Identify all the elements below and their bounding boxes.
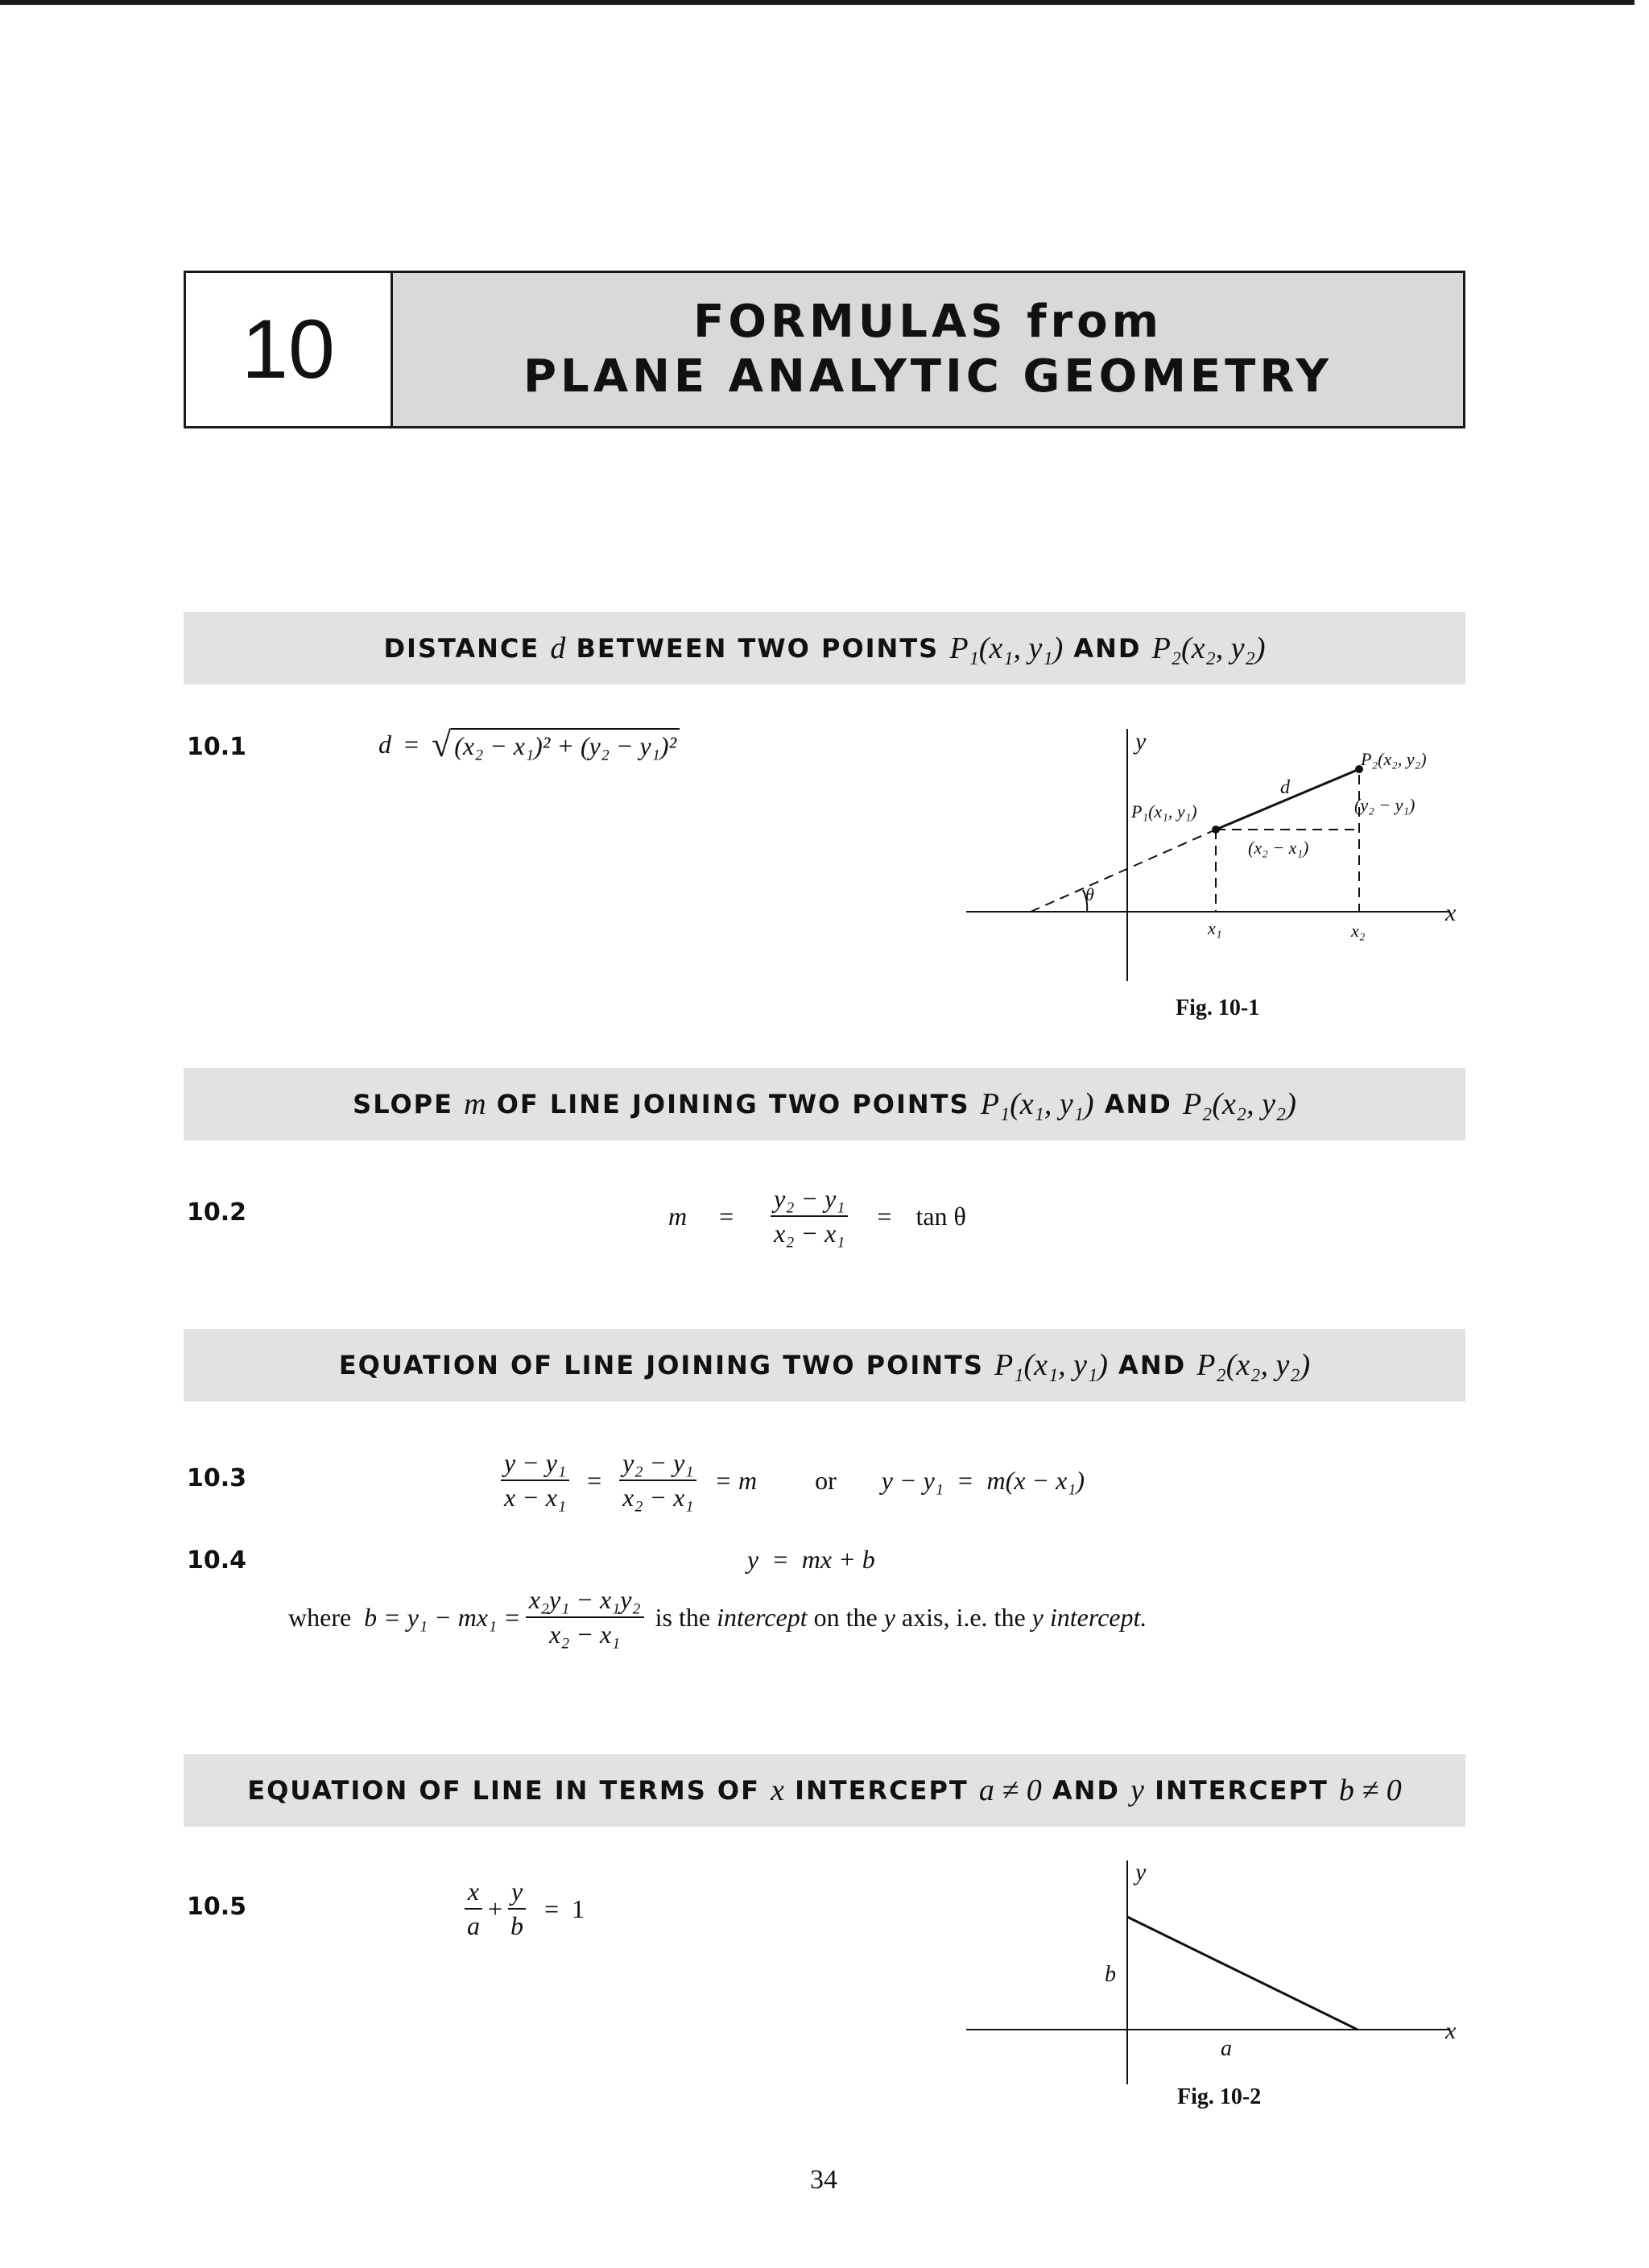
heading-var: y: [1130, 1773, 1144, 1807]
formula-lhs: m: [668, 1201, 688, 1231]
extension-dashed: [1031, 830, 1216, 912]
heading-text: AND: [1073, 633, 1142, 664]
text: on the: [813, 1602, 878, 1632]
b-label: b: [1105, 1962, 1116, 1987]
where-word: where: [288, 1602, 352, 1632]
heading-text: AND: [1104, 1089, 1172, 1120]
fraction-numerator: y: [508, 1877, 526, 1910]
equals-sign: =: [719, 1201, 734, 1231]
heading-text: AND: [1052, 1775, 1120, 1806]
heading-point-p1: P₁(x₁, y₁): [980, 1087, 1094, 1121]
heading-text: SLOPE: [353, 1089, 453, 1120]
heading-text: EQUATION OF LINE JOINING TWO POINTS: [338, 1350, 984, 1380]
fraction-denominator: a: [467, 1911, 480, 1940]
fraction-denominator: b: [510, 1911, 524, 1940]
heading-var: x: [771, 1773, 784, 1807]
section-heading-distance: [184, 612, 1465, 685]
heading-point-p2: P₂(x₂, y₂): [1151, 631, 1266, 665]
theta-label: θ: [1085, 884, 1094, 904]
heading-text: BETWEEN TWO POINTS: [576, 633, 940, 664]
heading-var: m: [464, 1087, 486, 1121]
p1-label: P₁(x₁, y₁): [1131, 801, 1197, 822]
slope-fraction: [771, 1184, 848, 1248]
chapter-header: [184, 271, 1465, 428]
dx-label: (x₂ − x₁): [1248, 838, 1309, 858]
formula-number-10-4: 10.4: [187, 1546, 247, 1575]
or-word: or: [815, 1465, 837, 1495]
point-p1: [1212, 826, 1220, 834]
heading-text: INTERCEPT: [1155, 1775, 1329, 1806]
fraction-denominator: x − x₁: [504, 1483, 567, 1512]
text-italic: y: [1031, 1602, 1044, 1632]
y-axis-label: y: [1135, 728, 1147, 755]
chapter-title-line2: PLANE ANALYTIC GEOMETRY: [523, 350, 1333, 403]
a-label: a: [1221, 2036, 1232, 2061]
p2-label: P₂(x₂, y₂): [1361, 749, 1427, 769]
equals-m: = m: [714, 1465, 758, 1495]
formula-number-10-1: 10.1: [187, 733, 247, 761]
fraction-numerator: y₂ − y₁: [771, 1184, 848, 1217]
text-italic: intercept: [717, 1602, 808, 1632]
heading-text: INTERCEPT: [795, 1775, 969, 1806]
formula-rhs: tan θ: [915, 1201, 966, 1231]
y-axis-label: y: [1135, 1859, 1147, 1885]
page-number: 34: [810, 2165, 837, 2195]
intercept-line: [1127, 1917, 1358, 2030]
equals-one: = 1: [544, 1893, 585, 1923]
text: axis, i.e. the: [901, 1602, 1026, 1632]
heading-point-p1: P₁(x₁, y₁): [949, 631, 1064, 665]
b-expression: b = y₁ − mx₁ =: [364, 1602, 521, 1632]
fraction-x-over-a: [464, 1877, 483, 1941]
text-italic: y: [883, 1602, 895, 1632]
formula-number-10-2: 10.2: [187, 1198, 247, 1227]
d-label: d: [1280, 777, 1290, 798]
text: is the: [655, 1602, 711, 1632]
fraction-left: [501, 1448, 569, 1513]
top-rule: [0, 0, 1635, 5]
fraction-numerator: x₂y₁ − x₁y₂: [526, 1585, 644, 1618]
formula-10-1: [378, 724, 680, 764]
fraction-denominator: x₂ − x₁: [622, 1483, 694, 1512]
text-italic: intercept.: [1049, 1602, 1147, 1632]
x1-tick-label: x₁: [1208, 918, 1222, 938]
heading-point-p2: P₂(x₂, y₂): [1182, 1087, 1296, 1121]
fraction-right: [619, 1448, 696, 1513]
formula-10-4: y = mx + b: [747, 1545, 875, 1574]
heading-text: OF LINE JOINING TWO POINTS: [496, 1089, 970, 1120]
section-heading-slope: [184, 1068, 1465, 1140]
figure-10-2: [966, 1852, 1482, 2094]
fraction-denominator: x₂ − x₁: [549, 1620, 621, 1649]
sqrt-icon: √: [432, 724, 452, 764]
x2-tick-label: x₂: [1351, 921, 1366, 941]
heading-var: d: [550, 631, 566, 665]
x-axis-label: x: [1445, 900, 1457, 926]
formula-10-4-where: [288, 1585, 1147, 1649]
section-heading-intercepts: [184, 1754, 1465, 1827]
equals-sign: =: [404, 730, 419, 759]
formula-10-2: [668, 1184, 966, 1248]
heading-point-p2: P₂(x₂, y₂): [1196, 1348, 1311, 1382]
formula-radicand: (x₂ − x₁)² + (y₂ − y₁)²: [451, 728, 680, 761]
fraction-numerator: y − y₁: [501, 1448, 569, 1481]
heading-point-p1: P₁(x₁, y₁): [994, 1348, 1108, 1382]
fraction-numerator: y₂ − y₁: [619, 1448, 696, 1481]
fraction-y-over-b: [507, 1877, 527, 1941]
formula-10-3: [496, 1448, 1085, 1513]
heading-text: AND: [1118, 1350, 1187, 1380]
section-heading-line-two-points: [184, 1329, 1465, 1401]
equals-sign: =: [877, 1201, 892, 1231]
figure-10-1: [966, 725, 1482, 991]
equals-sign: =: [587, 1465, 602, 1495]
formula-lhs: d: [378, 730, 391, 759]
fraction-numerator: x: [465, 1877, 482, 1910]
caption-fig-10-1: Fig. 10-1: [1176, 995, 1260, 1020]
heading-text: DISTANCE: [383, 633, 540, 664]
caption-fig-10-2: Fig. 10-2: [1177, 2084, 1262, 2109]
x-axis-label: x: [1445, 2018, 1457, 2044]
chapter-title: [393, 273, 1463, 426]
chapter-title-line1: FORMULAS from: [693, 296, 1163, 348]
chapter-number: 10: [186, 273, 393, 426]
plus-sign: +: [488, 1893, 503, 1923]
heading-text: EQUATION OF LINE IN TERMS OF: [247, 1775, 760, 1806]
formula-number-10-5: 10.5: [187, 1893, 247, 1921]
formula-10-5: [459, 1877, 597, 1941]
point-slope-form: y − y₁ = m(x − x₁): [881, 1465, 1085, 1495]
dy-label: (y₂ − y₁): [1354, 795, 1415, 815]
fraction-denominator: x₂ − x₁: [774, 1219, 845, 1248]
formula-number-10-3: 10.3: [187, 1464, 247, 1492]
intercept-fraction: [526, 1585, 644, 1649]
heading-var: b ≠ 0: [1338, 1773, 1402, 1807]
heading-var: a ≠ 0: [978, 1773, 1042, 1807]
